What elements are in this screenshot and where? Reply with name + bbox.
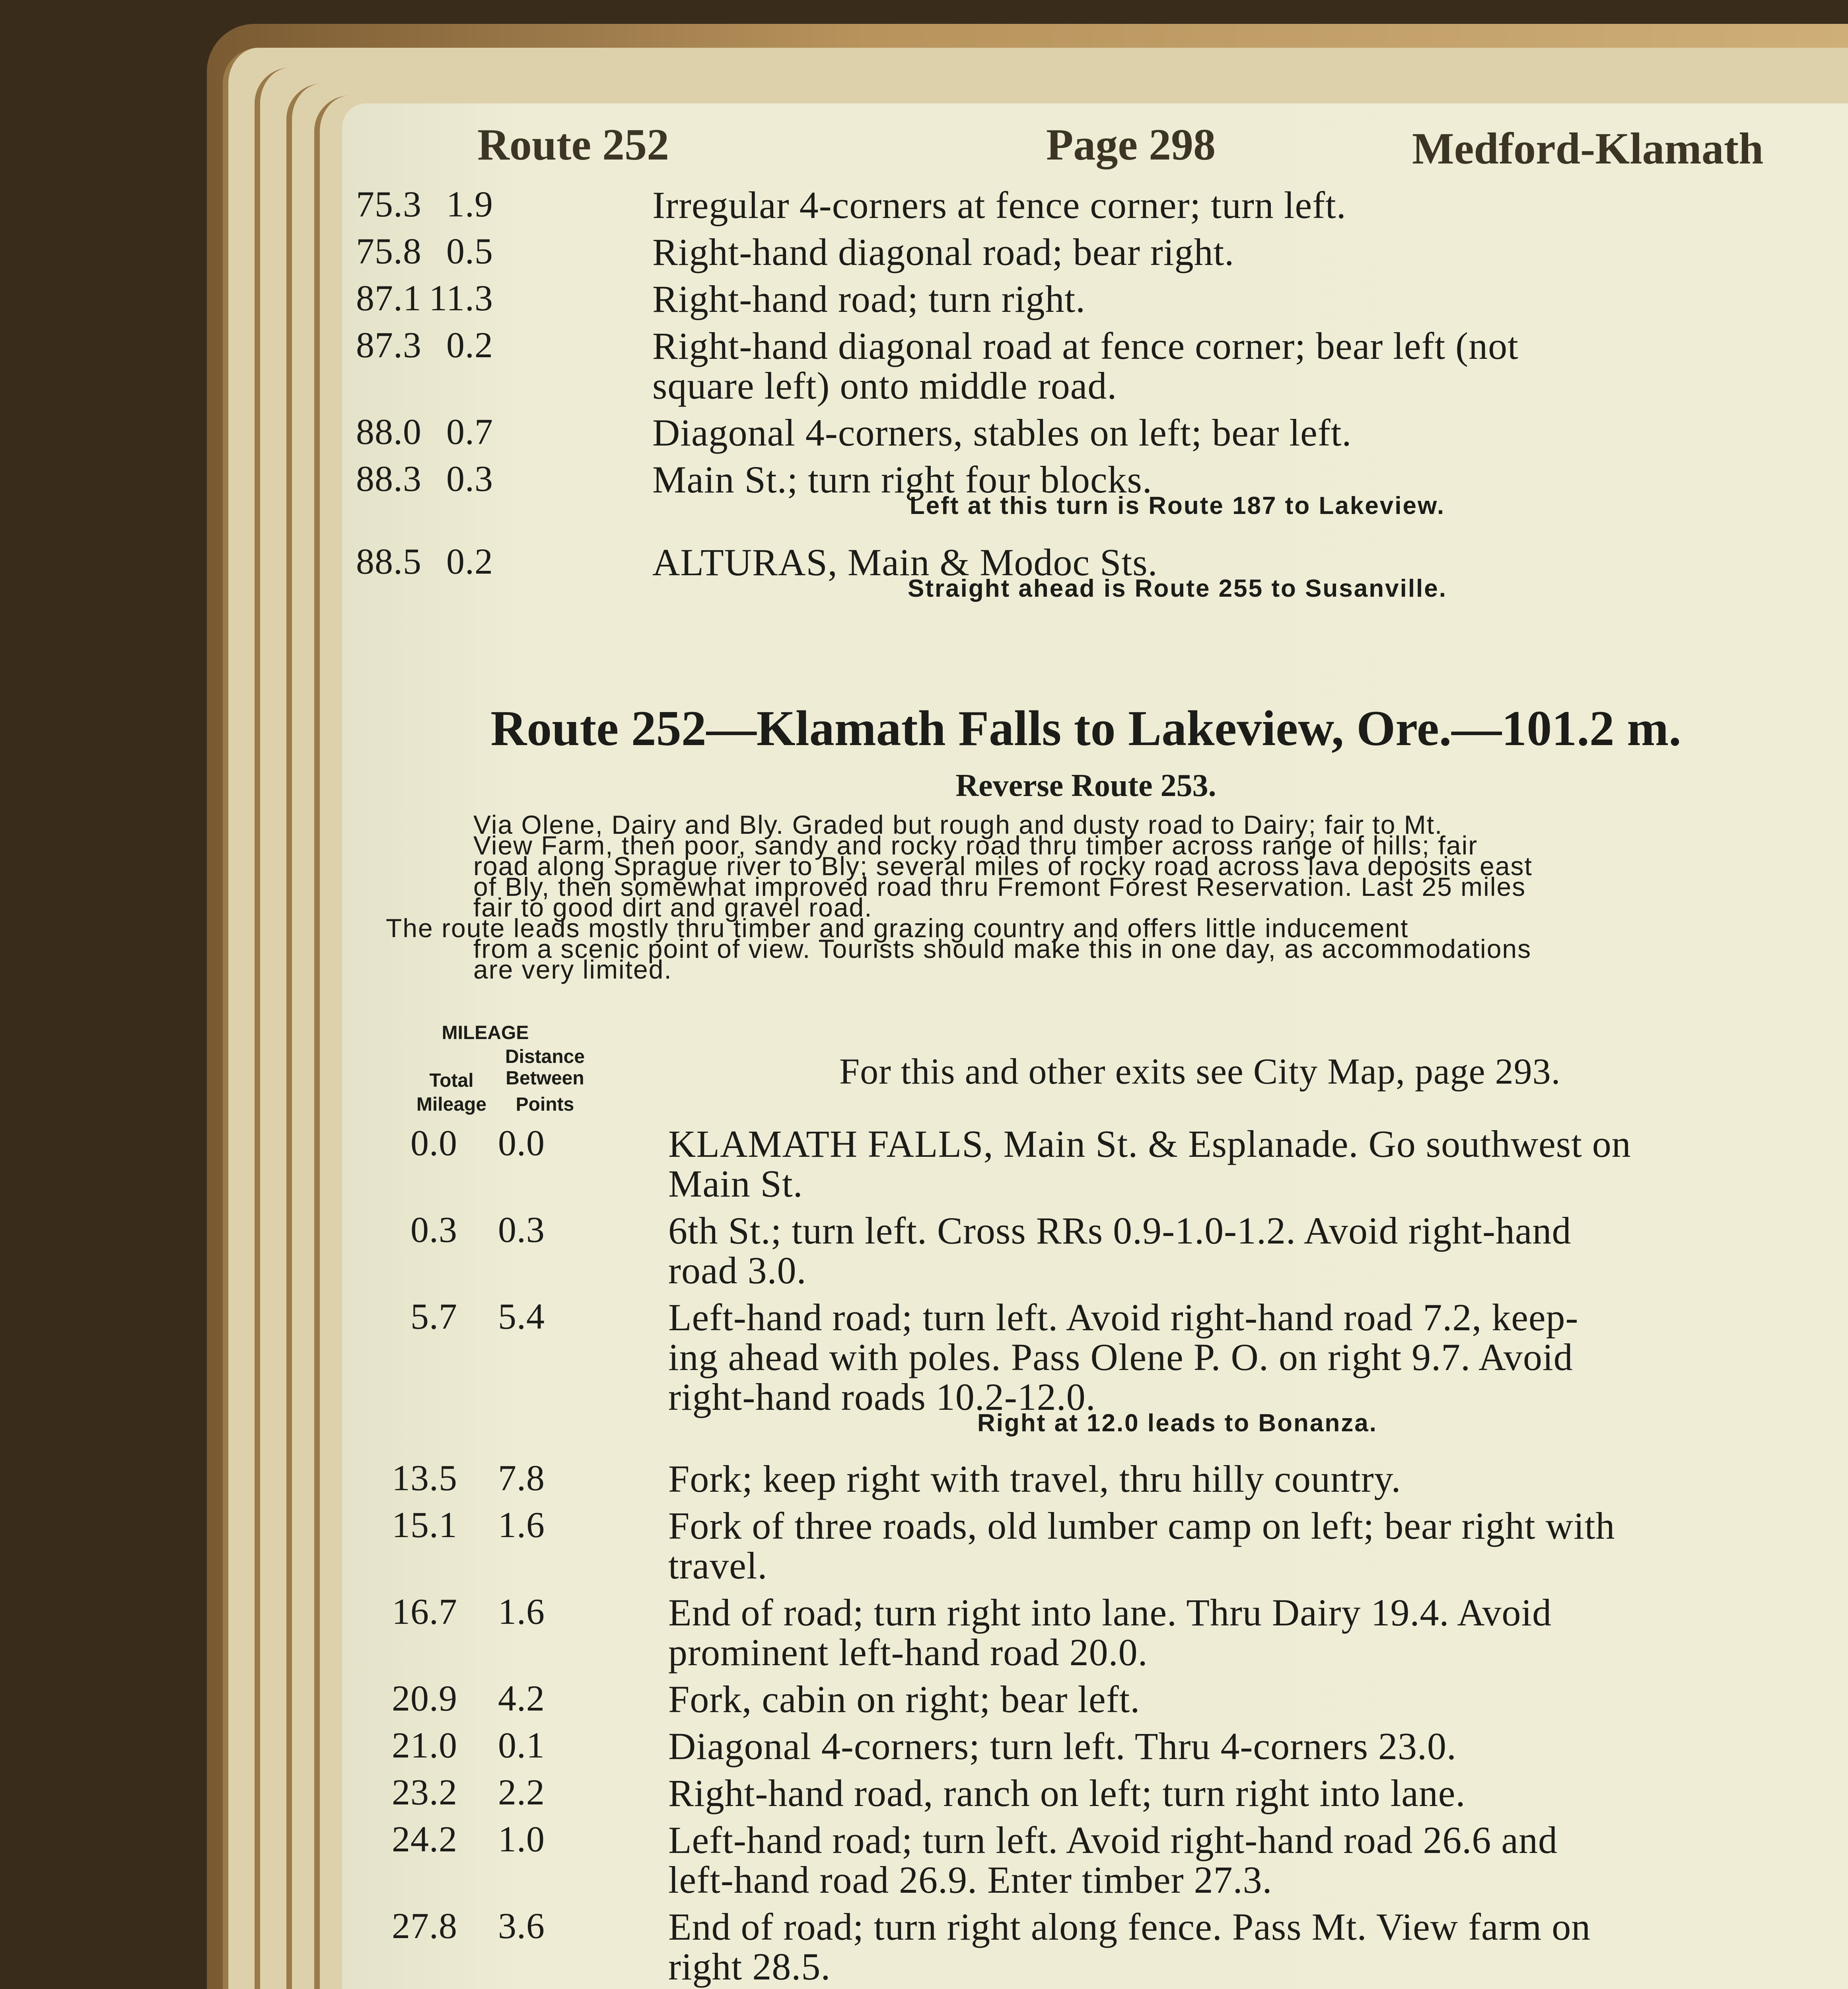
mileage-header-mileage: Mileage — [416, 1094, 487, 1115]
city-map-note: For this and other exits see City Map, page 293. — [839, 1051, 1561, 1092]
mileage-distance: 5.4 — [498, 1296, 545, 1337]
mileage-total: 21.0 — [392, 1725, 457, 1765]
direction-text: prominent left-hand road 20.0. — [668, 1631, 1148, 1674]
direction-text: ing ahead with poles. Pass Olene P. O. on right 9.7. Avoid — [668, 1336, 1573, 1378]
direction-text: Right-hand diagonal road; bear right. — [652, 231, 1235, 273]
header-route: Route 252 — [477, 120, 669, 169]
direction-text: ALTURAS, Main & Modoc Sts. — [652, 541, 1158, 584]
route-note: Straight ahead is Route 255 to Susanville. — [907, 575, 1447, 602]
mileage-total: 88.3 — [356, 458, 422, 499]
mileage-distance: 1.9 — [446, 184, 493, 224]
route-note: Left at this turn is Route 187 to Lakeview. — [909, 492, 1445, 520]
mileage-distance: 0.7 — [446, 411, 493, 452]
mileage-total: 24.2 — [392, 1819, 457, 1859]
route-description-line: fair to good dirt and gravel road. — [473, 893, 873, 922]
direction-text: Right-hand road; turn right. — [652, 278, 1086, 320]
route-description-line: are very limited. — [473, 955, 672, 984]
mileage-total: 16.7 — [392, 1591, 457, 1632]
mileage-distance: 0.3 — [446, 458, 493, 499]
direction-text: Right-hand diagonal road at fence corner; bear left (not — [652, 325, 1519, 367]
mileage-header-total: Total — [429, 1070, 474, 1091]
mileage-header-distance: Distance Between — [505, 1046, 585, 1089]
mileage-total: 75.8 — [356, 231, 422, 271]
mileage-distance: 0.2 — [446, 325, 493, 365]
mileage-distance: 7.8 — [498, 1458, 545, 1498]
route-description-line: road along Sprague river to Bly; several miles of rocky road across lava deposits east — [473, 851, 1533, 881]
mileage-distance: 2.2 — [498, 1772, 545, 1812]
mileage-total: 75.3 — [356, 184, 422, 224]
mileage-total: 88.5 — [356, 541, 422, 582]
direction-text: square left) onto middle road. — [652, 364, 1117, 407]
header-region: Medford-Klamath — [1412, 124, 1764, 173]
direction-text: Main St.; turn right four blocks. — [652, 458, 1152, 501]
mileage-total: 0.0 — [410, 1123, 457, 1163]
mileage-distance: 1.6 — [498, 1504, 545, 1545]
mileage-total: 13.5 — [392, 1458, 457, 1498]
direction-text: Main St. — [668, 1162, 803, 1205]
route-title: Route 252—Klamath Falls to Lakeview, Ore.—101.2 m. — [490, 701, 1681, 756]
book-page — [342, 103, 1848, 1989]
direction-text: Irregular 4-corners at fence corner; turn left. — [652, 184, 1346, 226]
mileage-distance: 0.3 — [498, 1209, 545, 1250]
direction-text: Fork; keep right with travel, thru hilly country. — [668, 1458, 1401, 1500]
direction-text: End of road; turn right along fence. Pass Mt. View farm on — [668, 1905, 1591, 1948]
direction-text: Fork, cabin on right; bear left. — [668, 1678, 1140, 1720]
mileage-distance: 0.5 — [446, 231, 493, 271]
mileage-total: 23.2 — [392, 1772, 457, 1812]
route-note: Right at 12.0 leads to Bonanza. — [977, 1409, 1377, 1437]
mileage-distance: 4.2 — [498, 1678, 545, 1718]
mileage-distance: 1.0 — [498, 1819, 545, 1859]
direction-text: Diagonal 4-corners, stables on left; bear left. — [652, 411, 1352, 454]
direction-text: right-hand roads 10.2-12.0. — [668, 1376, 1096, 1418]
mileage-total: 27.8 — [392, 1905, 457, 1946]
mileage-total: 15.1 — [392, 1504, 457, 1545]
direction-text: 6th St.; turn left. Cross RRs 0.9-1.0-1.2. Avoid right-hand — [668, 1209, 1572, 1252]
mileage-total: 87.3 — [356, 325, 422, 365]
direction-text: Right-hand road, ranch on left; turn right into lane. — [668, 1772, 1466, 1814]
direction-text: right 28.5. — [668, 1945, 831, 1988]
mileage-distance: 1.6 — [498, 1591, 545, 1632]
mileage-distance: 0.0 — [498, 1123, 545, 1163]
direction-text: Fork of three roads, old lumber camp on left; bear right with — [668, 1504, 1615, 1547]
mileage-distance: 3.6 — [498, 1905, 545, 1946]
mileage-distance: 0.1 — [498, 1725, 545, 1765]
route-description-line: from a scenic point of view. Tourists should make this in one day, as accommodations — [473, 934, 1532, 963]
direction-text: road 3.0. — [668, 1249, 807, 1292]
route-description-line: The route leads mostly thru timber and grazing country and offers little inducement — [386, 913, 1409, 943]
mileage-total: 88.0 — [356, 411, 422, 452]
direction-text: KLAMATH FALLS, Main St. & Esplanade. Go southwest on — [668, 1123, 1631, 1165]
mileage-total: 0.3 — [410, 1209, 457, 1250]
mileage-distance: 0.2 — [446, 541, 493, 582]
mileage-total: 5.7 — [410, 1296, 457, 1337]
mileage-header-title: MILEAGE — [442, 1022, 529, 1043]
header-page: Page 298 — [1046, 120, 1216, 169]
direction-text: Left-hand road; turn left. Avoid right-hand road 7.2, keep- — [668, 1296, 1579, 1339]
direction-text: travel. — [668, 1544, 768, 1587]
route-description-line: Via Olene, Dairy and Bly. Graded but rough and dusty road to Dairy; fair to Mt. — [473, 810, 1443, 839]
mileage-total: 20.9 — [392, 1678, 457, 1718]
direction-text: left-hand road 26.9. Enter timber 27.3. — [668, 1859, 1272, 1901]
route-description-line: View Farm, then poor, sandy and rocky road thru timber across range of hills; fair — [473, 831, 1478, 860]
direction-text: End of road; turn right into lane. Thru Dairy 19.4. Avoid — [668, 1591, 1552, 1634]
route-subtitle: Reverse Route 253. — [955, 768, 1216, 803]
mileage-total: 87.1 — [356, 278, 422, 318]
direction-text: Diagonal 4-corners; turn left. Thru 4-corners 23.0. — [668, 1725, 1457, 1767]
mileage-distance: 11.3 — [429, 278, 493, 318]
direction-text: Left-hand road; turn left. Avoid right-hand road 26.6 and — [668, 1819, 1558, 1861]
mileage-header-points: Points — [515, 1094, 574, 1115]
route-description-line: of Bly, then somewhat improved road thru Fremont Forest Reservation. Last 25 miles — [473, 872, 1526, 901]
